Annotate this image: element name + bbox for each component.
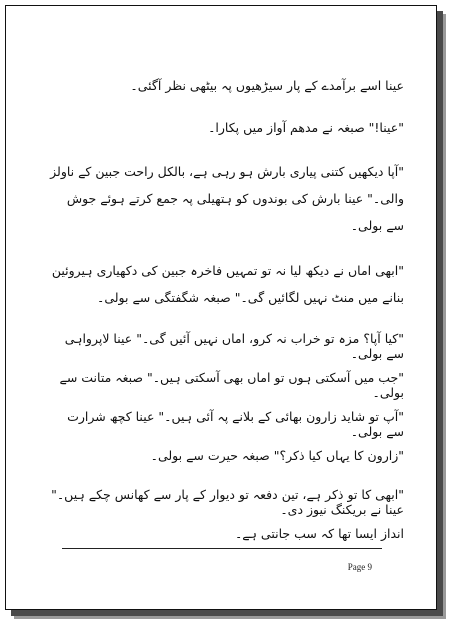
paragraph-3: "آپا دیکھیں کتنی پیاری بارش ہو رہی ہے، بالکل راحت جبین کے ناولز والی۔" عینا بارش کی بوندوں کو ہتھیلی پہ جمع کرتے ہوئے جوش سے بولی۔ (50, 164, 404, 233)
paragraph-1: عینا اسے برآمدے کے پار سیڑھیوں پہ بیٹھی نظر آگئی۔ (130, 78, 404, 93)
paragraph-8: "زارون کا یہاں کیا ذکر؟" صبغہ حیرت سے بولی۔ (150, 448, 404, 463)
paragraph-5: "کیا آپا؟ مزہ تو خراب نہ کرو، اماں نہیں آئیں گی۔" عینا لاپرواہی سے بولی۔ (64, 331, 404, 361)
page-number: Page 9 (347, 562, 372, 572)
paragraph-2: "عینا!" صبغہ نے مدھم آواز میں پکارا۔ (208, 120, 404, 135)
page-body (50, 78, 404, 544)
paragraph-4: "ابھی اماں نے دیکھ لیا نہ تو تمہیں فاخرہ جبین کی دکھیاری ہیروئین بنانے میں منٹ نہیں لگائیں گی۔" صبغہ شگفتگی سے بولی۔ (51, 263, 404, 305)
paragraph-6: "جب میں آسکتی ہوں تو اماں بھی آسکتی ہیں۔" صبغہ متانت سے بولی۔ (59, 370, 404, 400)
paragraph-10: انداز ایسا تھا کہ سب جانتی ہے۔ (234, 526, 404, 541)
footer-rule (62, 548, 382, 549)
paragraph-7: "آپ تو شاید زارون بھائی کے بلانے پہ آئی ہیں۔" عینا کچھ شرارت سے بولی۔ (67, 409, 404, 439)
paragraph-9: "ابھی کا تو ذکر ہے، تین دفعہ تو دیوار کے پار سے کھانس چکے ہیں۔" عینا نے بریکنگ نیوز دی۔ (51, 487, 404, 517)
